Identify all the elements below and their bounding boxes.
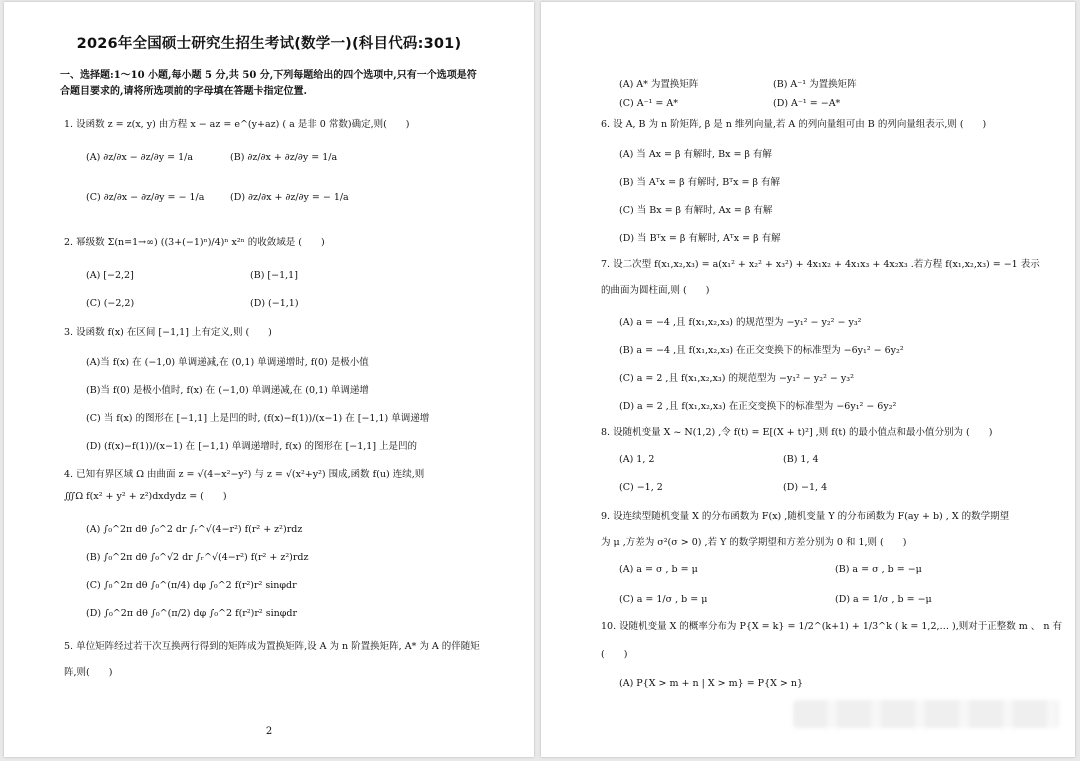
question-4-integral: ∭Ω f(x² + y² + z²)dxdydz = ( ) <box>64 491 227 502</box>
question-5-option-d: (D) A⁻¹ = −A* <box>773 98 841 109</box>
question-9-option-d: (D) a = 1/σ , b = −μ <box>835 594 932 605</box>
question-1-stem: 1. 设函数 z = z(x, y) 由方程 x − az = e^(y+az) ( a 是非 0 常数)确定,则( ) <box>64 119 410 130</box>
question-7-option-d: (D) a = 2 ,且 f(x₁,x₂,x₃) 在正交变换下的标准型为 −6y₁² − 6y₂² <box>619 401 897 412</box>
question-3-stem: 3. 设函数 f(x) 在区间 [−1,1] 上有定义,则 ( ) <box>64 327 272 338</box>
question-2-option-b: (B) [−1,1] <box>250 270 298 281</box>
page-number: 2 <box>265 726 273 737</box>
question-4-option-d: (D) ∫₀^2π dθ ∫₀^(π/2) dφ ∫₀^2 f(r²)r² sinφdr <box>86 608 298 619</box>
question-5-option-a: (A) A* 为置换矩阵 <box>619 79 699 90</box>
question-1-option-a: (A) ∂z/∂x − ∂z/∂y = 1/a <box>86 152 193 163</box>
question-2-option-a: (A) [−2,2] <box>86 270 134 281</box>
question-7-option-a: (A) a = −4 ,且 f(x₁,x₂,x₃) 的规范型为 −y₁² − y₂² − y₃² <box>619 317 862 328</box>
exam-title: 2026年全国硕士研究生招生考试(数学一)(科目代码:301) <box>76 36 462 52</box>
question-2-option-d: (D) (−1,1) <box>250 298 299 309</box>
question-2-option-c: (C) (−2,2) <box>86 298 135 309</box>
question-10-option-a: (A) P{X > m + n | X > m} = P{X > n} <box>619 678 804 689</box>
question-4-option-c: (C) ∫₀^2π dθ ∫₀^(π/4) dφ ∫₀^2 f(r²)r² sinφdr <box>86 580 297 591</box>
question-5-option-b: (B) A⁻¹ 为置换矩阵 <box>773 79 857 90</box>
question-4-option-a: (A) ∫₀^2π dθ ∫₀^2 dr ∫ᵣ^√(4−r²) f(r² + z²)rdz <box>86 524 303 535</box>
question-5-stem: 5. 单位矩阵经过若干次互换两行得到的矩阵成为置换矩阵,设 A 为 n 阶置换矩阵, A* 为 A 的伴随矩阵,则( ) <box>64 641 480 678</box>
redacted-watermark <box>793 700 1059 728</box>
question-2-stem: 2. 幂级数 Σ(n=1→∞) ((3+(−1)ⁿ)/4)ⁿ x²ⁿ 的收敛域是 ( ) <box>64 237 325 248</box>
question-1-option-d: (D) ∂z/∂x + ∂z/∂y = − 1/a <box>230 192 349 203</box>
question-10-stem: 10. 设随机变量 X 的概率分布为 P{X = k} = 1/2^(k+1) + 1/3^k ( k = 1,2,… ),则对于正整数 m 、 n 有 <box>601 621 1062 632</box>
question-4-option-b: (B) ∫₀^2π dθ ∫₀^√2 dr ∫ᵣ^√(4−r²) f(r² + z²)rdz <box>86 552 309 563</box>
question-9-stem-cont: 为 μ ,方差为 σ²(σ > 0) ,若 Y 的数学期望和方差分别为 0 和 1,则 ( ) <box>601 537 907 548</box>
question-3-option-b: (B)当 f(0) 是极小值时, f(x) 在 (−1,0) 单调递减,在 (0,1) 单调递增 <box>86 385 369 396</box>
question-6-option-a: (A) 当 Ax = β 有解时, Bx = β 有解 <box>619 149 772 160</box>
question-7-stem-cont: 的曲面为圆柱面,则 ( ) <box>601 285 710 296</box>
question-1-option-c: (C) ∂z/∂x − ∂z/∂y = − 1/a <box>86 192 205 203</box>
question-6-option-d: (D) 当 Bᵀx = β 有解时, Aᵀx = β 有解 <box>619 233 781 244</box>
question-6-stem: 6. 设 A, B 为 n 阶矩阵, β 是 n 维列向量,若 A 的列向量组可由 B 的列向量组表示,则 ( ) <box>601 119 987 130</box>
question-9-option-a: (A) a = σ , b = μ <box>619 564 698 575</box>
question-3-option-d: (D) (f(x)−f(1))/(x−1) 在 [−1,1) 单调递增时, f(x) 的图形在 [−1,1] 上是凹的 <box>86 441 418 452</box>
question-9-option-c: (C) a = 1/σ , b = μ <box>619 594 708 605</box>
question-8-option-b: (B) 1, 4 <box>783 454 819 465</box>
question-7-option-c: (C) a = 2 ,且 f(x₁,x₂,x₃) 的规范型为 −y₁² − y₂² − y₃² <box>619 373 854 384</box>
question-8-option-c: (C) −1, 2 <box>619 482 663 493</box>
question-6-option-c: (C) 当 Bx = β 有解时, Ax = β 有解 <box>619 205 773 216</box>
question-9-stem: 9. 设连续型随机变量 X 的分布函数为 F(x) ,随机变量 Y 的分布函数为 F(ay + b) , X 的数学期望 <box>601 511 1010 522</box>
question-3-option-c: (C) 当 f(x) 的图形在 [−1,1] 上是凹的时, (f(x)−f(1))/(x−1) 在 [−1,1) 单调递增 <box>86 413 430 424</box>
exam-page-right <box>541 2 1075 757</box>
question-8-option-d: (D) −1, 4 <box>783 482 828 493</box>
question-6-option-b: (B) 当 Aᵀx = β 有解时, Bᵀx = β 有解 <box>619 177 781 188</box>
question-10-stem-cont: ( ) <box>601 649 628 660</box>
question-9-option-b: (B) a = σ , b = −μ <box>835 564 922 575</box>
question-7-stem: 7. 设二次型 f(x₁,x₂,x₃) = a(x₁² + x₂² + x₃²) + 4x₁x₂ + 4x₁x₃ + 4x₂x₃ .若方程 f(x₁,x₂,x₃) = −1 表示 <box>601 259 1040 270</box>
question-5-option-c: (C) A⁻¹ = A* <box>619 98 678 109</box>
question-3-option-a: (A)当 f(x) 在 (−1,0) 单调递减,在 (0,1) 单调递增时, f(0) 是极小值 <box>86 357 369 368</box>
exam-page-left <box>4 2 534 757</box>
question-4-stem: 4. 已知有界区域 Ω 由曲面 z = √(4−x²−y²) 与 z = √(x²+y²) 围成,函数 f(u) 连续,则 <box>64 469 425 480</box>
question-8-option-a: (A) 1, 2 <box>619 454 655 465</box>
section-instructions: 一、选择题:1～10 小题,每小题 5 分,共 50 分,下列每题给出的四个选项中,只有一个选项是符合题目要求的,请将所选项前的字母填在答题卡指定位置. <box>60 70 477 97</box>
question-8-stem: 8. 设随机变量 X ~ N(1,2) ,令 f(t) = E[(X + t)²] ,则 f(t) 的最小值点和最小值分别为 ( ) <box>601 427 993 438</box>
question-1-option-b: (B) ∂z/∂x + ∂z/∂y = 1/a <box>230 152 338 163</box>
question-7-option-b: (B) a = −4 ,且 f(x₁,x₂,x₃) 在正交变换下的标准型为 −6y₁² − 6y₂² <box>619 345 904 356</box>
